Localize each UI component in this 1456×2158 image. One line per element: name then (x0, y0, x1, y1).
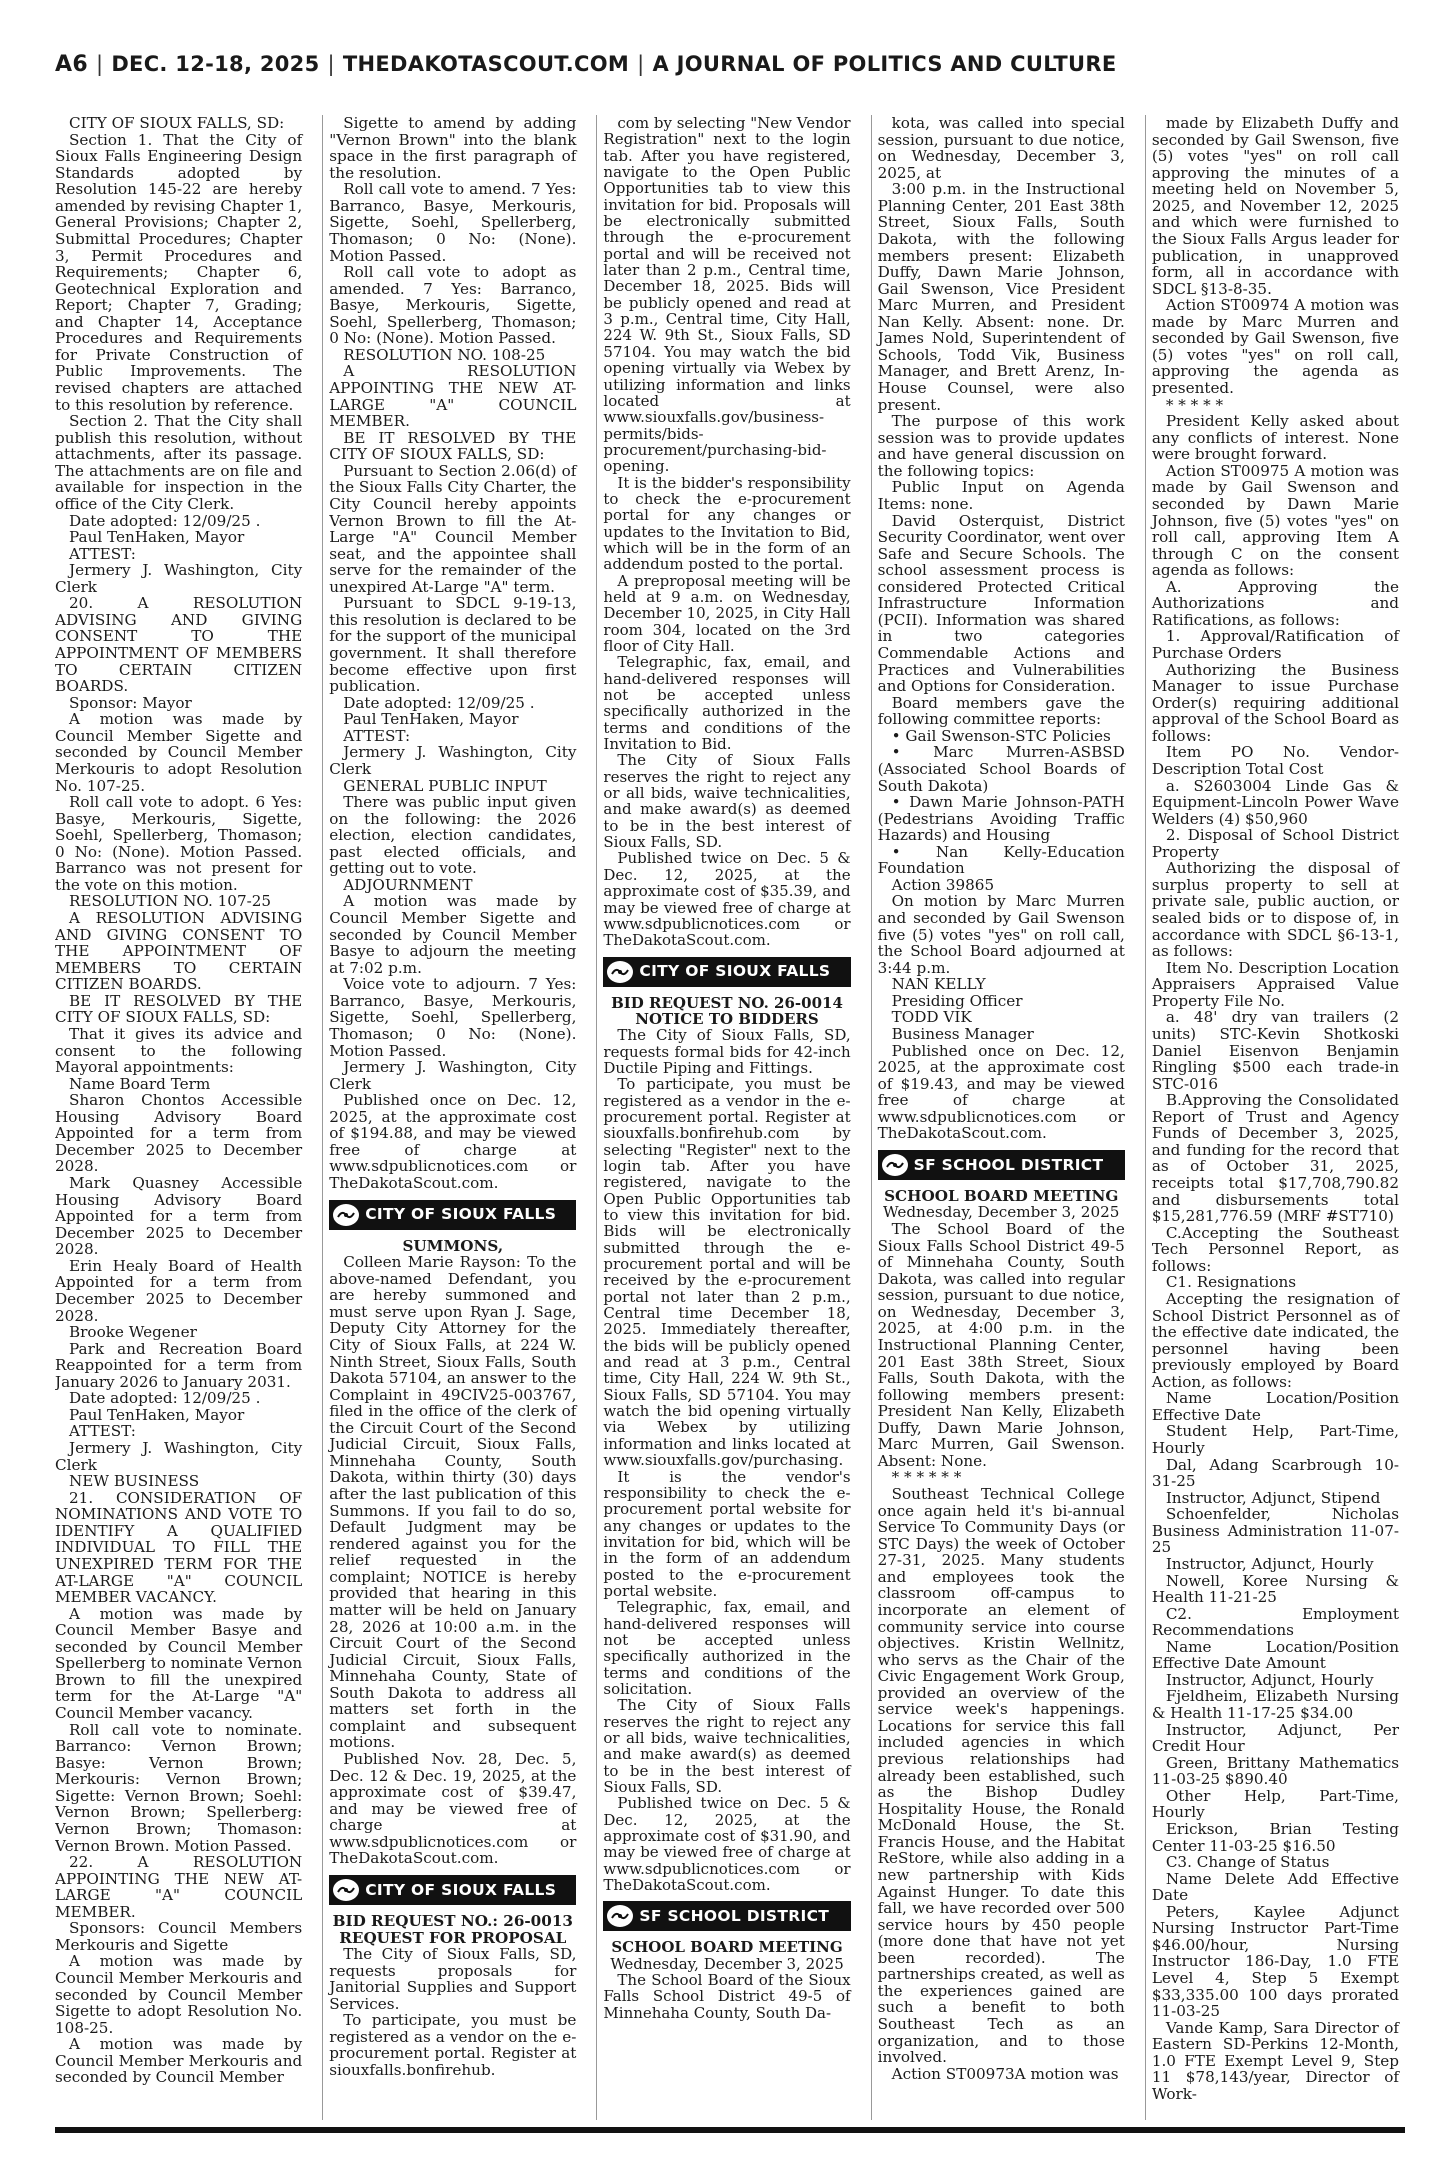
paragraph: NEW BUSINESS (69, 1472, 200, 1491)
paragraph: RESOLUTION NO. 107-25 (69, 892, 272, 911)
notice-title: BID REQUEST NO. 26-0014 (611, 993, 843, 1012)
paragraph: That it gives its advice and consent to the following Mayoral appointments: (55, 1024, 303, 1077)
paragraph: GENERAL PUBLIC INPUT (343, 776, 547, 795)
column-3 (596, 115, 856, 2120)
paragraph: Name Board Term (69, 1074, 211, 1093)
bottom-rule (55, 2127, 1405, 2133)
paragraph: Accepting the resignation of School District Personnel as of the effective date indicated, the personnel having been previously employed by Board Action, as follows: (1151, 1289, 1400, 1391)
site-name: THEDAKOTASCOUT.COM (342, 52, 630, 76)
notice-date: Wednesday, December 3, 2025 (610, 1954, 844, 1973)
paragraph: Schoenfelder, Nicholas Business Administration 11-07-25 (1151, 1505, 1400, 1557)
banner-label: SF SCHOOL DISTRICT (639, 1907, 830, 1926)
paragraph: Presiding Officer (891, 991, 1023, 1010)
paragraph: Telegraphic, fax, email, and hand-delivered responses will not be accepted unless specifically authorized in the terms and conditions of the solicitation. (603, 1598, 851, 1698)
paragraph: Roll call vote to adopt. 6 Yes: Basye, Merkouris, Sigette, Soehl, Spellerberg, Thomason; 0 No: (None). Motion Passed. Barranco was not present for the vote on this motion. (55, 793, 303, 894)
paragraph: It is the vendor's responsibility to check the e-procurement portal website for any changes or updates to the invitation for bid, which will be in the form of an addendum posted to the e-procurement portal website. (603, 1467, 851, 1600)
paragraph: C.Accepting the Southeast Tech Personnel Report, as follows: (1151, 1223, 1400, 1275)
paragraph: RESOLUTION NO. 108-25 (343, 345, 546, 364)
city-logo-icon (333, 1204, 359, 1226)
column-5 (1145, 115, 1405, 2120)
paragraph: Sponsor: Mayor (69, 693, 192, 712)
notice-school-board-regular-session (878, 1221, 1125, 2082)
paragraph: kota, was called into special session, pursuant to due notice, on Wednesday, December 3, 2025, at (877, 115, 1125, 182)
notice-summons (329, 1254, 576, 1867)
paragraph: ADJOURNMENT (343, 875, 473, 894)
paragraph: 3:00 p.m. in the Instructional Planning Center, 201 East 38th Street, Sioux Falls, South Dakota, with the following members present: Elizabeth Duffy, Dawn Marie Johnson, Gail Swenson, Vice President Marc Murren, and President Nan Kelly. Absent: none. Dr. James Nold, Superintendent of Schools, Todd Vik, Business Manager, and Brett Arenz, In-House Counsel, were also present. (877, 180, 1125, 414)
paragraph: Action ST00974 A motion was made by Marc Murren and seconded by Gail Swenson, five (5) votes "yes" on roll call, approving the agenda as presented. (1151, 296, 1400, 397)
paragraph: Published twice on Dec. 5 & Dec. 12, 2025, at the approximate cost of $35.39, and may be viewed free of charge at www.sdpublicnotices.com or TheDakotaScout.com. (603, 849, 851, 950)
paragraph: The City of Sioux Falls reserves the right to reject any or all bids, waive technicalities, and make award(s) as deemed to be in the best interest of Sioux Falls, SD. (603, 1696, 851, 1797)
paragraph: Roll call vote to nominate. Barranco: Vernon Brown; Basye: Vernon Brown; Merkouris: Vernon Brown; Sigette: Vernon Brown; Soehl: Vernon Brown; Spellerberg: Vernon Brown; Thomason: Vernon Brown. Motion Passed. (55, 1720, 303, 1855)
paragraph: A preproposal meeting will be held at 9 a.m. on Wednesday, December 10, 2025, in City Hall room 304, located on the 3rd floor of City Hall. (603, 571, 851, 655)
notice-school-board-work-session (603, 1972, 850, 2021)
paragraph: ATTEST: (69, 544, 136, 563)
paragraph: The City of Sioux Falls, SD, requests formal bids for 42-inch Ductile Piping and Fittings. (603, 1026, 851, 1077)
paragraph: A motion was made by Council Member Merkouris and seconded by Council Member (55, 2035, 303, 2087)
paragraph: On motion by Marc Murren and seconded by Gail Swenson five (5) votes "yes" on roll call, the School Board adjourned at 3:44 p.m. (877, 892, 1125, 977)
paragraph: 22. A RESOLUTION APPOINTING THE NEW AT-LARGE "A" COUNCIL MEMBER. (55, 1853, 303, 1921)
notice-resolutions (55, 115, 302, 2086)
paragraph: a. S2603004 Linde Gas & Equipment-Lincoln Power Wave Welders (4) $50,960 (1151, 776, 1400, 828)
paragraph: Action ST00975 A motion was made by Gail Swenson and seconded by Dawn Marie Johnson, five (5) votes "yes" on roll call, approving Item A through C on the consent agenda as follows: (1151, 461, 1400, 580)
paragraph: Published once on Dec. 12, 2025, at the approximate cost of $194.88, and may be viewed free of charge at www.sdpublicnotices.com or TheDakotaScout.com. (329, 1091, 577, 1192)
paragraph: C2. Employment Recommendations (1151, 1604, 1400, 1640)
paragraph: 2. Disposal of School District Property (1151, 826, 1400, 861)
paragraph: Telegraphic, fax, email, and hand-delivered responses will not be accepted unless specifically authorized in the terms and conditions of the Invitation to Bid. (603, 653, 851, 754)
paragraph: * * * * * (1165, 395, 1224, 414)
notice-subtitle: NOTICE TO BIDDERS (635, 1009, 819, 1028)
paragraph: C3. Change of Status (1165, 1853, 1330, 1872)
city-logo-icon (607, 961, 633, 983)
paragraph: Sponsors: Council Members Merkouris and Sigette (55, 1919, 303, 1954)
paragraph: • Nan Kelly-Education Foundation (877, 842, 1125, 878)
paragraph: Brooke Wegener (69, 1323, 197, 1342)
paragraph: Name Location/Position Effective Date (1151, 1389, 1400, 1424)
paragraph: Other Help, Part-Time, Hourly (1151, 1786, 1400, 1822)
paragraph: Business Manager (891, 1024, 1034, 1043)
paragraph: BE IT RESOLVED BY THE CITY OF SIOUX FALLS, SD: (329, 428, 577, 464)
paragraph: Green, Brittany Mathematics 11-03-25 $890.40 (1151, 1753, 1400, 1789)
section-banner (329, 1875, 576, 1905)
paragraph: There was public input given on the following: the 2026 election, election candidates, past elected officials, and getting out to vote. (329, 793, 577, 878)
paragraph: Authorizing the Business Manager to issue Purchase Order(s) requiring additional approval of the School Board as follows: (1151, 660, 1400, 745)
paragraph: Erin Healy Board of Health Appointed for a term from December 2025 to December 2028. (55, 1256, 303, 1325)
notice-school-board-work-session-cont (878, 115, 1125, 1142)
notice-title: BID REQUEST NO.: 26-0013 (332, 1911, 573, 1930)
paragraph: To participate, you must be registered as a vendor in the e-procurement portal. Register at siouxfalls.bonfirehub.com by selecting "Register" next to the login tab. After you have registered, navigate to the Open Public Opportunities tab to view this invitation for bid. Bids will be electronically submitted through the e-procurement portal and will be received by the e-procurement portal not later than 2 p.m., Central time December 18, 2025. Immediately thereafter, the bids will be publicly opened and read at 3 p.m., Central time, City Hall, 224 W. 9th St., Sioux Falls, SD 57104. You may watch the bid opening virtually via Webex by utilizing information and links located at www.siouxfalls.gov/purchasing. (603, 1075, 851, 1470)
notice-school-board-regular-session-cont (1152, 115, 1399, 2103)
paragraph: A motion was made by Council Member Sigette and seconded by Council Member Basye to adjourn the meeting at 7:02 p.m. (329, 892, 577, 977)
column-4 (871, 115, 1131, 2120)
paragraph: ATTEST: (69, 1422, 136, 1441)
tagline: A JOURNAL OF POLITICS AND CULTURE (652, 52, 1117, 76)
column-2 (322, 115, 582, 2120)
paragraph: Colleen Marie Rayson: To the above-named Defendant, you are hereby summoned and must serve upon Ryan J. Sage, Deputy City Attorney for the City of Sioux Falls, at 224 W. Ninth Street, Sioux Falls, South Dakota 57104, an answer to the Complaint in 49CIV25-003767, filed in the office of the clerk of the Circuit Court of the Second Judicial Circuit, Sioux Falls, Minnehaha County, South Dakota, within thirty (30) days after the last publication of this Summons. If you fail to do so, Default Judgment may be rendered against you for the relief requested in the complaint; NOTICE is hereby provided that hearing in this matter will be held on January 28, 2026 at 10:00 a.m. in the Circuit Court of the Second Judicial Circuit, Sioux Falls, Minnehaha County, State of South Dakota to address all matters set forth in the complaint and subsequent motions. (329, 1253, 577, 1752)
paragraph: Voice vote to adjourn. 7 Yes: Barranco, Basye, Merkouris, Sigette, Soehl, Spellerberg, Thomason; 0 No: (None). Motion Passed. (329, 975, 577, 1060)
banner-label: CITY OF SIOUX FALLS (365, 1880, 557, 1899)
paragraph: The City of Sioux Falls, SD, requests proposals for Janitorial Supplies and Support Services. (329, 1945, 577, 2013)
section-banner (603, 957, 850, 987)
paragraph: made by Elizabeth Duffy and seconded by Gail Swenson, five (5) votes "yes" on roll call approving the minutes of a meeting held on November 5, 2025, and November 12, 2025 and which were furnished to the Sioux Falls Argus leader for publication, in unapproved form, all in accordance with SDCL §13-8-35. (1151, 115, 1400, 298)
paragraph: Park and Recreation Board Reappointed for a term from January 2026 to January 2031. (55, 1339, 303, 1391)
banner-label: CITY OF SIOUX FALLS (365, 1205, 557, 1224)
paragraph: The School Board of the Sioux Falls School District 49-5 of Minnehaha County, South Dakota, was called into regular session, pursuant to due notice, on Wednesday, December 3, 2025, at 4:00 p.m. in the Instructional Planning Center, 201 East 38th Street, Sioux Falls, South Dakota, with the following members present: President Nan Kelly, Elizabeth Duffy, Dawn Marie Johnson, Marc Murren, Gail Swenson. Absent: None. (877, 1220, 1125, 1470)
paragraph: Date adopted: 12/09/25 . (69, 511, 261, 530)
paragraph: B.Approving the Consolidated Report of Trust and Agency Funds of December 3, 2025, and funding for the record that as of October 31, 2025, receipts total $17,708,790.82 and disbursements total $15,281,776.59 (MRF #ST710) (1151, 1091, 1400, 1226)
paragraph: Action ST00973A motion was (891, 2064, 1119, 2083)
paragraph: 1. Approval/Ratification of Purchase Orders (1151, 627, 1400, 662)
paragraph: Mark Quasney Accessible Housing Advisory Board Appointed for a term from December 2025 to December 2028. (55, 1174, 303, 1259)
paragraph: It is the bidder's responsibility to check the e-procurement portal for any changes or updates to the Invitation to Bid, which will be in the form of an addendum posted to the portal. (603, 473, 851, 574)
paragraph: Southeast Technical College once again held it's bi-annual Service To Community Days (or STC Days) the week of October 27-31, 2025. Many students and employees took the classroom off-campus to incorporate an element of community service into course objectives. Kristin Wellnitz, who servs as the Chair of the Civic Engagement Work Group, provided an overview of the service week's happenings. Locations for service this fall included agencies in which previous relationships had already been established, such as the Bishop Dudley Hospitality House, the Ronald McDonald House, the St. Francis House, and the Habitat ReStore, while also adding in a new partnership with Kids Against Hunger. To date this fall, we have recorded over 500 service hours by 450 people (more done that have not yet been recorded). The partnerships created, as well as the experiences gained are such a benefit to both Southeast Tech as an organization, and to those involved. (877, 1485, 1125, 2067)
paragraph: BE IT RESOLVED BY THE CITY OF SIOUX FALLS, SD: (55, 991, 303, 1027)
columns (55, 115, 1405, 2120)
paragraph: Paul TenHaken, Mayor (69, 528, 245, 547)
column-1 (55, 115, 308, 2120)
paragraph: Instructor, Adjunct, Per Credit Hour (1151, 1720, 1400, 1756)
paragraph: A motion was made by Council Member Merkouris and seconded by Council Member Sigette to adopt Resolution No. 108-25. (55, 1952, 303, 2037)
paragraph: Item No. Description Location Appraisers Appraised Value Property File No. (1151, 958, 1400, 1010)
paragraph: Pursuant to Section 2.06(d) of the Sioux Falls City Charter, the City Council hereby appoints Vernon Brown to fill the At-Large "A" Council Member seat, and the appointee shall serve for the remainder of the unexpired At-Large "A" term. (329, 461, 577, 596)
paragraph: 21. CONSIDERATION OF NOMINATIONS AND VOTE TO IDENTIFY A QUALIFIED INDIVIDUAL TO FILL THE UNEXPIRED TERM FOR THE AT-LARGE "A" COUNCIL MEMBER VACANCY. (55, 1488, 303, 1607)
notice-bid-26-0014 (603, 1027, 850, 1893)
city-logo-icon (333, 1879, 359, 1901)
paragraph: ATTEST: (343, 726, 411, 745)
issue-date: DEC. 12-18, 2025 (111, 52, 320, 76)
banner-label: CITY OF SIOUX FALLS (639, 962, 831, 981)
paragraph: Published Nov. 28, Dec. 5, Dec. 12 & Dec. 19, 2025, at the approximate cost of $39.47, and may be viewed free of charge at www.sdpublicnotices.com or TheDakotaScout.com. (329, 1750, 577, 1868)
paragraph: Item PO No. Vendor-Description Total Cost (1151, 743, 1400, 778)
paragraph: Student Help, Part-Time, Hourly (1151, 1422, 1400, 1457)
paragraph: com by selecting "New Vendor Registration" next to the login tab. After you have registered, navigate to the Open Public Opportunities tab to view this invitation for bid. Proposals will be electronically submitted through the e-procurement portal and will be received not later than 2 p.m., Central time, December 18, 2025. Bids will be publicly opened and read at 3 p.m., Central time, City Hall, 224 W. 9th St., Sioux Falls, SD 57104. You may watch the bid opening virtually via Webex by utilizing information and links located at www.siouxfalls.gov/business-permits/bids-procurement/purchasing-bid-opening. (603, 115, 851, 476)
section-banner (329, 1200, 576, 1230)
paragraph: A motion was made by Council Member Basye and seconded by Council Member Spellerberg to nominate Vernon Brown to fill the unexpired term for the At-Large "A" Council Member vacancy. (55, 1604, 303, 1722)
paragraph: Jermery J. Washington, City Clerk (55, 561, 303, 596)
paragraph: Instructor, Adjunct, Hourly (1165, 1554, 1374, 1573)
paragraph: Pursuant to SDCL 9-19-13, this resolution is declared to be for the support of the municipal government. It shall therefore become effective upon first publication. (329, 594, 577, 696)
section-banner (878, 1150, 1125, 1180)
paragraph: Jermery J. Washington, City Clerk (55, 1439, 303, 1474)
paragraph: • Marc Murren-ASBSD (Associated School Boards of South Dakota) (877, 743, 1125, 795)
page-header: A6 | DEC. 12-18, 2025 | THEDAKOTASCOUT.COM | A JOURNAL OF POLITICS AND CULTURE (55, 52, 1117, 77)
paragraph: CITY OF SIOUX FALLS, SD: (69, 115, 285, 132)
paragraph: To participate, you must be registered as a vendor on the e-procurement portal. Register at siouxfalls.bonfirehub. (329, 2011, 577, 2079)
paragraph: Date adopted: 12/09/25 . (343, 693, 535, 712)
paragraph: 20. A RESOLUTION ADVISING AND GIVING CONSENT TO THE APPOINTMENT OF MEMBERS TO CERTAIN CITIZEN BOARDS. (55, 594, 303, 696)
paragraph: Name Location/Position Effective Date Amount (1151, 1637, 1400, 1673)
paragraph: Jermery J. Washington, City Clerk (329, 1058, 577, 1093)
paragraph: * * * * * * (891, 1468, 962, 1487)
notice-subtitle: REQUEST FOR PROPOSAL (339, 1928, 567, 1947)
paragraph: Board members gave the following committee reports: (877, 693, 1125, 729)
paragraph: Roll call vote to adopt as amended. 7 Yes: Barranco, Basye, Merkouris, Sigette, Soehl, Spellerberg, Thomason; 0 No: (None). Motion Passed. (329, 263, 577, 348)
paragraph: Public Input on Agenda Items: none. (877, 478, 1125, 513)
paragraph: Name Delete Add Effective Date (1151, 1869, 1400, 1905)
notice-resolution-108-25 (329, 115, 576, 1192)
banner-label: SF SCHOOL DISTRICT (913, 1155, 1104, 1174)
paragraph: President Kelly asked about any conflicts of interest. None were brought forward. (1151, 412, 1400, 464)
notice-title: SCHOOL BOARD MEETING (611, 1938, 843, 1957)
paragraph: Peters, Kaylee Adjunct Nursing Instructor Part-Time $46.00/hour, Nursing Instructor 186-Day, 1.0 FTE Level 4, Step 5 Exempt $33,335.00 100 days prorated 11-03-25 (1151, 1902, 1400, 2021)
paragraph: • Gail Swenson-STC Policies (891, 726, 1111, 745)
paragraph: Date adopted: 12/09/25 . (69, 1389, 261, 1408)
notice-title: SUMMONS, (402, 1236, 504, 1255)
school-logo-icon (607, 1905, 633, 1927)
paragraph: NAN KELLY (891, 975, 986, 994)
paragraph: The School Board of the Sioux Falls School District 49-5 of Minnehaha County, South Da- (603, 1971, 851, 2022)
paragraph: Nowell, Koree Nursing & Health 11-21-25 (1151, 1571, 1400, 1607)
paragraph: Instructor, Adjunct, Hourly (1165, 1670, 1374, 1689)
paragraph: C1. Resignations (1165, 1273, 1297, 1292)
paragraph: Paul TenHaken, Mayor (343, 710, 519, 729)
paragraph: The City of Sioux Falls reserves the right to reject any or all bids, waive technicalities, and make award(s) as deemed to be in the best interest of Sioux Falls, SD. (603, 751, 851, 852)
paragraph: TODD VIK (891, 1008, 972, 1027)
paragraph: Vande Kamp, Sara Director of Eastern SD-Perkins 12-Month, 1.0 FTE Exempt Level 9, Step 11 $78,143/year, Director of Work- (1151, 2018, 1400, 2103)
paragraph: Published twice on Dec. 5 & Dec. 12, 2025, at the approximate cost of $31.90, and may be viewed free of charge at www.sdpublicnotices.com or TheDakotaScout.com. (603, 1794, 851, 1895)
notice-bid-26-0013 (329, 1946, 576, 2079)
notice-title: SCHOOL BOARD MEETING (884, 1186, 1119, 1205)
paragraph: Jermery J. Washington, City Clerk (329, 743, 577, 778)
paragraph: Dal, Adang Scarbrough 10-31-25 (1151, 1455, 1400, 1491)
paragraph: Action 39865 (891, 875, 995, 894)
paragraph: A. Approving the Authorizations and Ratifications, as follows: (1151, 577, 1400, 629)
paragraph: A motion was made by Council Member Sigette and seconded by Council Member Merkouris to adopt Resolution No. 107-25. (55, 710, 303, 795)
paragraph: Fjeldheim, Elizabeth Nursing & Health 11-17-25 $34.00 (1151, 1687, 1400, 1722)
notice-date: Wednesday, December 3, 2025 (882, 1203, 1120, 1222)
paragraph: Section 2. That the City shall publish this resolution, without attachments, after its passage. The attachments are on file and available for inspection in the office of the City Clerk. (55, 412, 303, 513)
paragraph: Section 1. That the City of Sioux Falls Engineering Design Standards adopted by Resolution 145-22 are hereby amended by revising Chapter 1, General Provisions; Chapter 2, Submittal Procedures; Chapter 3, Permit Procedures and Requirements; Chapter 6, Geotechnical Exploration and Report; Chapter 7, Grading; and Chapter 14, Acceptance Procedures and Requirements for Private Construction of Public Improvements. The revised chapters are attached to this resolution by reference. (55, 130, 303, 414)
paragraph: A RESOLUTION ADVISING AND GIVING CONSENT TO THE APPOINTMENT OF MEMBERS TO CERTAIN CITIZEN BOARDS. (55, 909, 303, 994)
paragraph: • Dawn Marie Johnson-PATH (Pedestrians Avoiding Traffic Hazards) and Housing (877, 793, 1125, 845)
paragraph: David Osterquist, District Security Coordinator, went over Safe and Secure Schools. The school assessment process is considered Protected Critical Infrastructure Information (PCII). Information was shared in two categories Commendable Actions and Practices and Vulnerabilities and Options for Consideration. (877, 511, 1125, 696)
paragraph: Authorizing the disposal of surplus property to sell at private sale, public auction, or sealed bids or to dispose of, in accordance with SDCL §6-13-1, as follows: (1151, 859, 1400, 961)
paragraph: Roll call vote to amend. 7 Yes: Barranco, Basye, Merkouris, Sigette, Soehl, Spellerberg, Thomason; 0 No: (None). Motion Passed. (329, 180, 577, 265)
page-number: A6 (55, 52, 88, 77)
school-logo-icon (882, 1154, 908, 1176)
paragraph: A RESOLUTION APPOINTING THE NEW AT-LARGE "A" COUNCIL MEMBER. (329, 362, 577, 431)
paragraph: The purpose of this work session was to provide updates and have general discussion on the following topics: (877, 412, 1125, 480)
paragraph: Published once on Dec. 12, 2025, at the approximate cost of $19.43, and may be viewed free of charge at www.sdpublicnotices.com or TheDakotaScout.com. (877, 1041, 1125, 1143)
notice-bid-26-0013-cont (603, 115, 850, 949)
section-banner (603, 1901, 850, 1931)
paragraph: Erickson, Brian Testing Center 11-03-25 $16.50 (1151, 1819, 1400, 1855)
paragraph: Instructor, Adjunct, Stipend (1165, 1488, 1381, 1507)
paragraph: Paul TenHaken, Mayor (69, 1405, 245, 1424)
paragraph: Sharon Chontos Accessible Housing Advisory Board Appointed for a term from December 2025 to December 2028. (55, 1091, 303, 1176)
paragraph: a. 48' dry van trailers (2 units) STC-Kevin Shotkoski Daniel Eisenvon Benjamin Ringling $500 each trade-in STC-016 (1151, 1008, 1400, 1093)
paragraph: Sigette to amend by adding "Vernon Brown" into the blank space in the first paragraph of the resolution. (329, 115, 577, 182)
